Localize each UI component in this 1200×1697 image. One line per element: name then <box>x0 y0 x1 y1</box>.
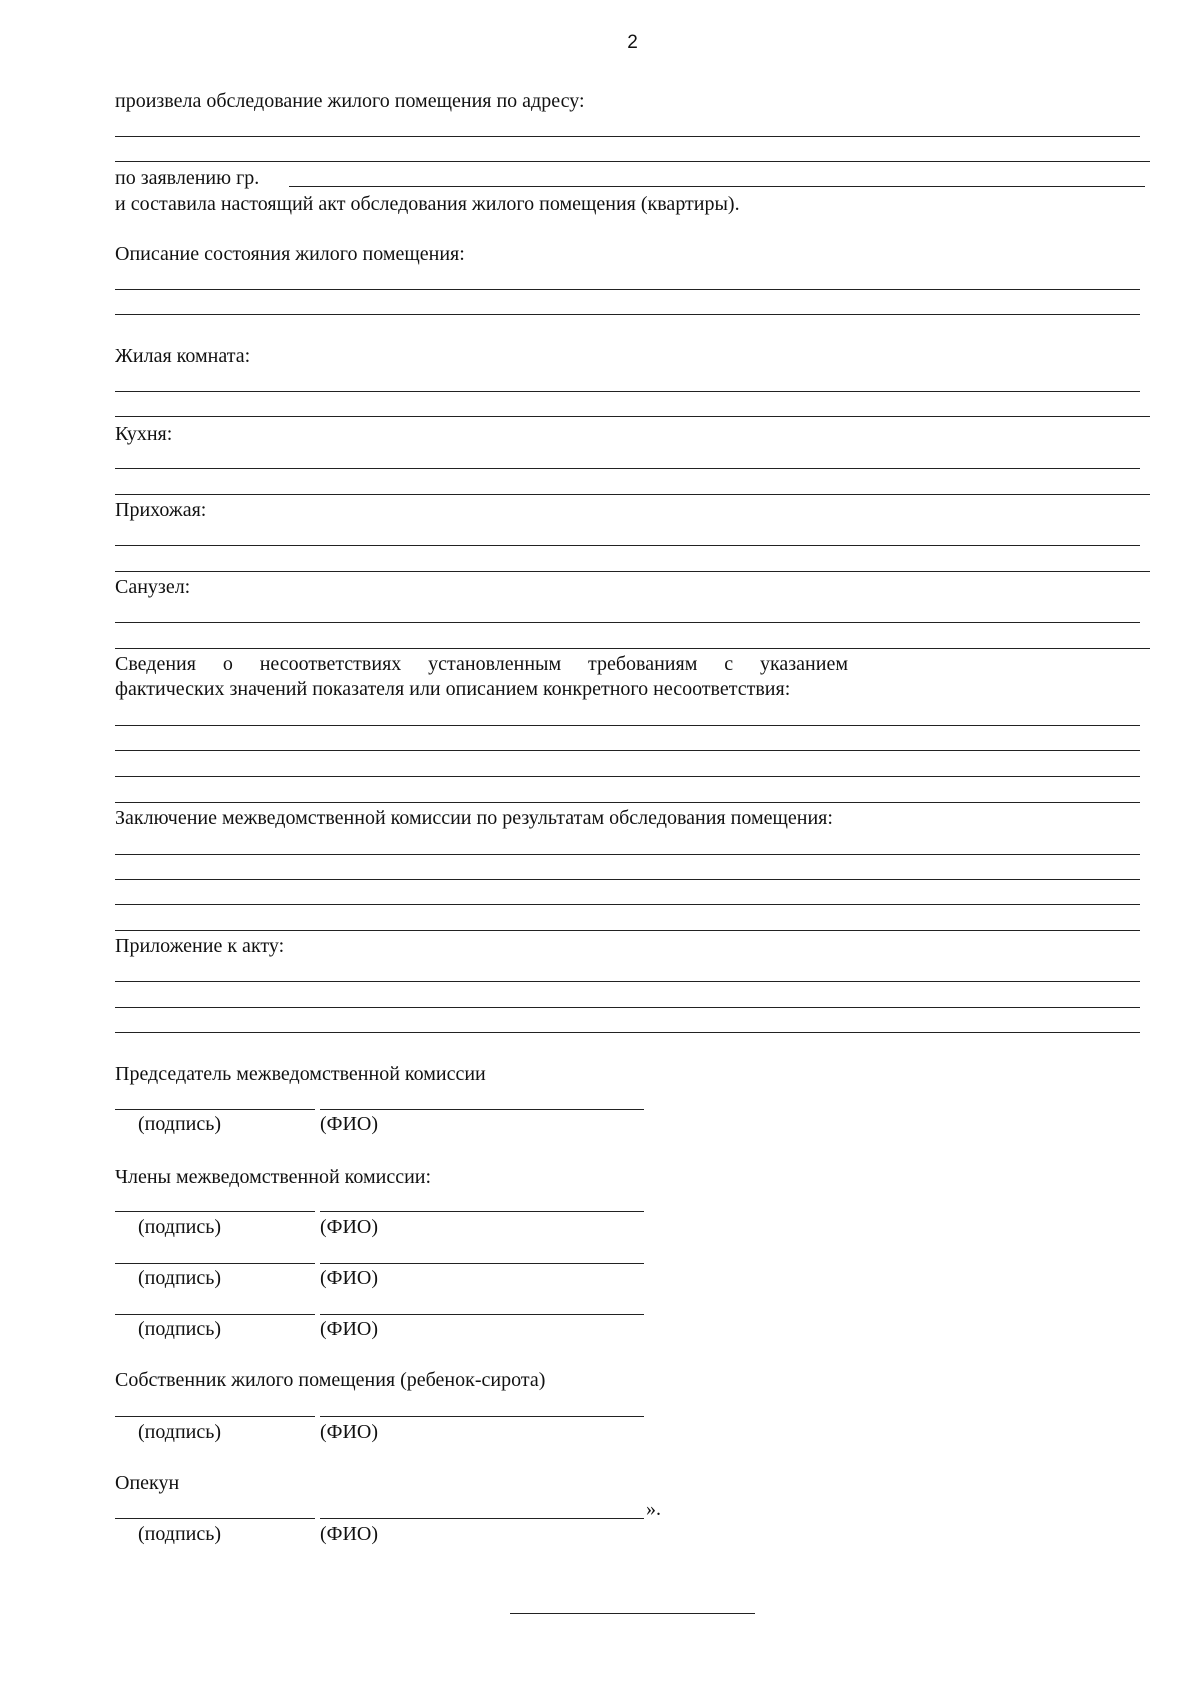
member-name-line <box>320 1211 644 1212</box>
applicant-line <box>289 186 1145 187</box>
members-label: Члены межведомственной комиссии: <box>115 1166 432 1188</box>
owner-name-caption: (ФИО) <box>320 1421 379 1443</box>
member-sign-caption: (подпись) <box>138 1267 222 1289</box>
condition-label: Описание состояния жилого помещения: <box>115 243 465 265</box>
member-signature-line <box>115 1314 315 1315</box>
living-room-line <box>115 416 1150 417</box>
applicant-label: по заявлению гр. <box>115 167 260 189</box>
member-signature-line <box>115 1211 315 1212</box>
member-signature-line <box>115 1263 315 1264</box>
member-name-line <box>320 1263 644 1264</box>
appendix-line <box>115 1007 1140 1008</box>
guardian-signature-line <box>115 1518 315 1519</box>
owner-name-line <box>320 1416 644 1417</box>
appendix-line <box>115 981 1140 982</box>
discrepancy-line <box>115 750 1140 751</box>
chairman-label: Председатель межведомственной комиссии <box>115 1063 486 1085</box>
guardian-name-caption: (ФИО) <box>320 1523 379 1545</box>
appendix-line <box>115 1032 1140 1033</box>
conclusion-label: Заключение межведомственной комиссии по результатам обследования помещения: <box>115 807 833 829</box>
condition-line <box>115 289 1140 290</box>
member-sign-caption: (подпись) <box>138 1216 222 1238</box>
hallway-line <box>115 545 1140 546</box>
bathroom-line <box>115 622 1140 623</box>
kitchen-line <box>115 468 1140 469</box>
conclusion-line <box>115 879 1140 880</box>
discrepancy-line <box>115 725 1140 726</box>
address-line <box>115 161 1150 162</box>
member-name-caption: (ФИО) <box>320 1267 379 1289</box>
member-name-caption: (ФИО) <box>320 1318 379 1340</box>
hallway-line <box>115 571 1150 572</box>
discrepancy-label-line2: фактических значений показателя или описанием конкретного несоответствия: <box>115 678 791 700</box>
owner-sign-caption: (подпись) <box>138 1421 222 1443</box>
discrepancy-line <box>115 802 1140 803</box>
owner-label: Собственник жилого помещения (ребенок-сирота) <box>115 1369 546 1391</box>
address-line <box>115 136 1140 137</box>
guardian-label: Опекун <box>115 1472 180 1494</box>
page-number: 2 <box>627 32 638 53</box>
bathroom-label: Санузел: <box>115 576 191 598</box>
kitchen-label: Кухня: <box>115 423 173 445</box>
hallway-label: Прихожая: <box>115 499 207 521</box>
chairman-name-line <box>320 1109 644 1110</box>
discrepancy-line <box>115 776 1140 777</box>
guardian-name-line <box>320 1518 644 1519</box>
chairman-sign-caption: (подпись) <box>138 1113 222 1135</box>
footer-separator <box>510 1613 755 1614</box>
chairman-signature-line <box>115 1109 315 1110</box>
member-name-line <box>320 1314 644 1315</box>
discrepancy-label-line1: Сведения о несоответствиях установленным требованиям с указанием <box>115 653 848 675</box>
chairman-name-caption: (ФИО) <box>320 1113 379 1135</box>
conclusion-line <box>115 930 1140 931</box>
member-sign-caption: (подпись) <box>138 1318 222 1340</box>
closing-quote: ». <box>646 1498 661 1520</box>
appendix-label: Приложение к акту: <box>115 935 285 957</box>
conclusion-line <box>115 904 1140 905</box>
kitchen-line <box>115 494 1150 495</box>
living-room-label: Жилая комната: <box>115 345 251 367</box>
condition-line <box>115 314 1140 315</box>
guardian-sign-caption: (подпись) <box>138 1523 222 1545</box>
act-statement: и составила настоящий акт обследования жилого помещения (квартиры). <box>115 193 740 215</box>
address-label: произвела обследование жилого помещения по адресу: <box>115 90 585 112</box>
conclusion-line <box>115 854 1140 855</box>
owner-signature-line <box>115 1416 315 1417</box>
living-room-line <box>115 391 1140 392</box>
member-name-caption: (ФИО) <box>320 1216 379 1238</box>
bathroom-line <box>115 648 1150 649</box>
